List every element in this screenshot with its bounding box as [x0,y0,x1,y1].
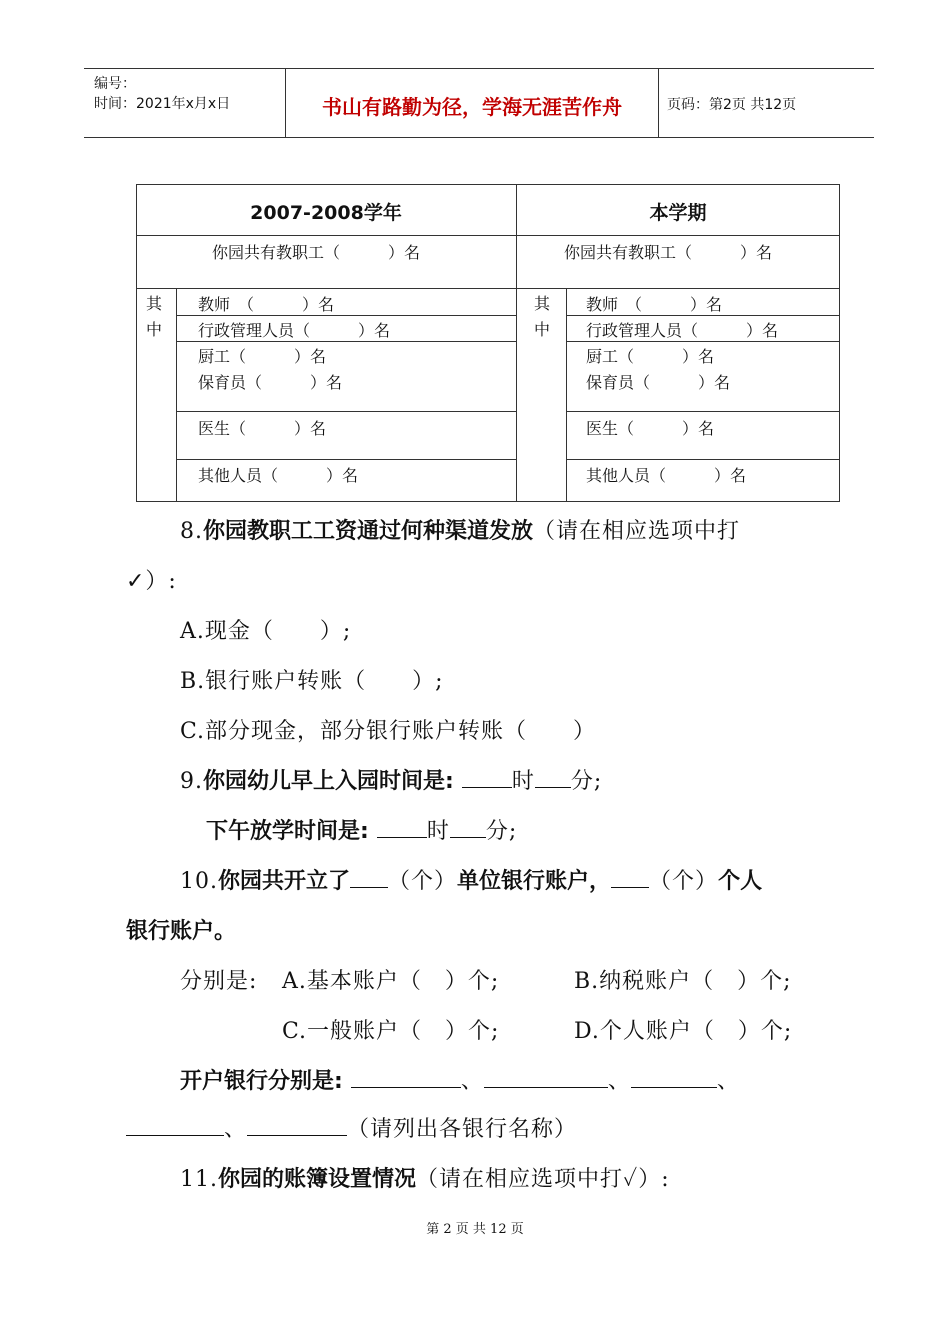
row-teacher-right: 教师 （ ）名 [586,295,723,314]
q10-line1 [180,864,762,895]
qizhong-left-1: 其 [145,294,162,313]
q9-hour-unit: 时 [511,769,535,794]
q10-unit-label-2: （个） [649,869,719,894]
q11-hint: （请在相应选项中打✓）: [416,1167,670,1192]
row-admin-left: 行政管理人员（ ）名 [198,321,391,340]
bank-blank-5[interactable] [247,1117,347,1136]
staff-table [136,184,840,502]
qizhong-right-2: 中 [533,320,550,339]
row-other-left: 其他人员（ ）名 [198,466,359,485]
q8-option-c: C.部分现金，部分银行账户转账（ ） [180,719,597,744]
q10-option-a: A.基本账户（ ）个; [282,969,500,994]
doc-time-label: 时间：2021年x月x日 [94,96,231,112]
q10-text-c: 个人 [718,869,763,894]
row-teacher-left: 教师 （ ）名 [198,295,335,314]
q10-unit-label: （个） [388,869,458,894]
q9-morning-label: 你园幼儿早上入园时间是: [203,769,454,794]
row-nanny-right: 保育员（ ）名 [586,373,731,392]
bank-sep-3: 、 [716,1069,740,1094]
total-staff-right: 你园共有教职工（ ）名 [564,243,773,262]
row-cook-right: 厨工（ ）名 [586,347,715,366]
q8-hint-tail: ✓）: [126,569,177,594]
bank-sep-1: 、 [460,1069,484,1094]
q9-afternoon-hour-blank[interactable] [377,819,427,838]
qizhong-left-2: 中 [145,320,162,339]
row-nanny-left: 保育员（ ）名 [198,373,343,392]
qizhong-right-1: 其 [533,294,550,313]
q8-title: 你园教职工工资通过何种渠道发放 [203,519,534,544]
row-doctor-right: 医生（ ）名 [586,419,715,438]
row-doctor-left: 医生（ ）名 [198,419,327,438]
q9-afternoon-label: 下午放学时间是: [206,819,369,844]
q10-option-d: D.个人账户（ ）个; [574,1019,793,1044]
q11-number: 11. [180,1167,218,1192]
page-header [84,68,874,138]
q8-line1 [180,514,740,545]
q11-line1 [180,1162,670,1193]
q9-line1 [180,764,602,795]
q10-personal-account-blank[interactable] [611,869,649,888]
q10-respectively: 分别是: [180,969,258,994]
q10-line2: 银行账户。 [126,919,237,944]
q10-text-b: 单位银行账户， [457,869,612,894]
header-page-info: 页码：第2页 共12页 [667,97,797,113]
bank-blank-3[interactable] [631,1069,717,1088]
q11-title: 你园的账簿设置情况 [218,1167,417,1192]
row-other-right: 其他人员（ ）名 [586,466,747,485]
q8-option-b: B.银行账户转账（ ）; [180,669,444,694]
q10-banks-line1 [180,1064,740,1095]
q10-unit-account-blank[interactable] [350,869,388,888]
q9-morning-minute-blank[interactable] [535,769,571,788]
col-title-year: 2007-2008学年 [250,202,402,224]
q9-number: 9. [180,769,203,794]
q10-banks-label: 开户银行分别是: [180,1069,343,1094]
col-title-semester: 本学期 [649,202,707,224]
q9-minute-unit: 分; [570,769,603,794]
q10-banks-hint: （请列出各银行名称） [347,1117,578,1142]
bank-blank-2[interactable] [484,1069,608,1088]
q8-option-a: A.现金（ ）; [180,619,352,644]
header-motto-cell [285,69,659,137]
bank-sep-4: 、 [224,1117,248,1142]
q9-hour-unit-2: 时 [426,819,450,844]
q9-minute-unit-2: 分; [485,819,518,844]
q9-morning-hour-blank[interactable] [462,769,512,788]
row-cook-left: 厨工（ ）名 [198,347,327,366]
header-motto: 书山有路勤为径，学海无涯苦作舟 [322,95,622,119]
q10-text-a: 你园共开立了 [218,869,351,894]
q10-option-b: B.纳税账户（ ）个; [574,969,792,994]
q10-option-c: C.一般账户（ ）个; [282,1019,500,1044]
q8-number: 8. [180,519,203,544]
q8-hint: （请在相应选项中打 [533,519,741,544]
doc-code-label: 编号： [94,76,136,92]
q10-number: 10. [180,869,218,894]
total-staff-left: 你园共有教职工（ ）名 [212,243,421,262]
page-footer: 第 2 页 共 12 页 [426,1222,524,1237]
q10-banks-line2 [126,1112,577,1143]
q9-afternoon-minute-blank[interactable] [450,819,486,838]
header-meta [84,69,284,137]
bank-blank-4[interactable] [126,1117,224,1136]
q9-line2 [206,814,517,845]
bank-sep-2: 、 [607,1069,631,1094]
bank-blank-1[interactable] [351,1069,461,1088]
row-admin-right: 行政管理人员（ ）名 [586,321,779,340]
